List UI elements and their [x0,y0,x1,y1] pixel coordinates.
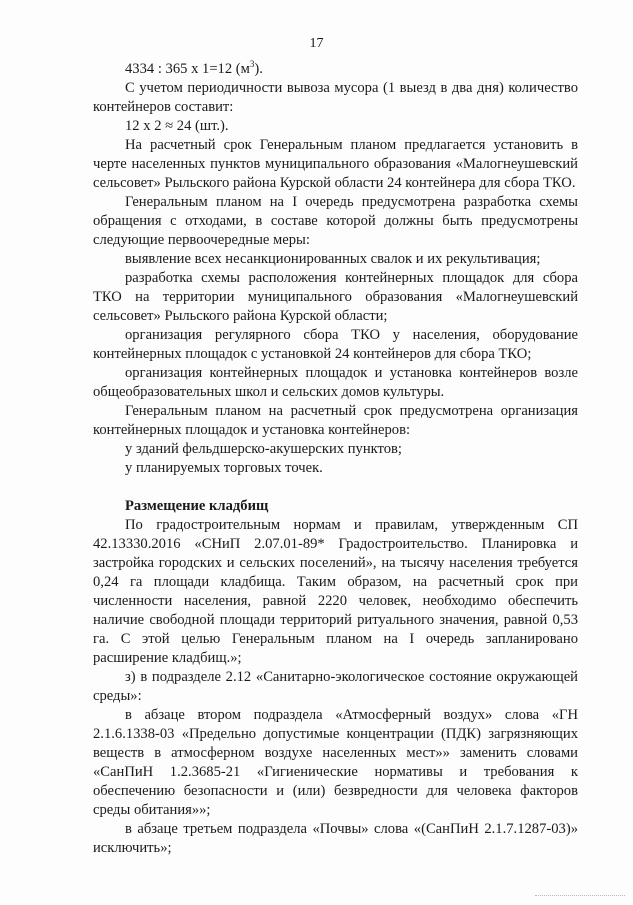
list-item-medical-points: у зданий фельдшерско-акушерских пунктов; [125,441,402,457]
paragraph-subsection-2-12: з) в подразделе 2.12 «Санитарно-экологическое состояние окружающей среды»: [93,669,578,704]
paragraph-planned-containers: На расчетный срок Генеральным планом предлагается установить в черте населенных пунктов муниципального образования «Малогнеушевский сельсовет» Рыльского района Курской области 24 контейнера для сбора ТКО. [93,137,578,191]
section-gap [93,478,578,497]
paragraph-soils: в абзаце третьем подраздела «Почвы» слова «(СанПиН 2.1.7.1287-03)» исключить»; [93,821,578,856]
section-heading-cemeteries: Размещение кладбищ [125,498,269,514]
paragraph-atmospheric-air: в абзаце втором подраздела «Атмосферный воздух» слова «ГН 2.1.6.1338-03 «Предельно допустимые концентрации (ПДК) загрязняющих веществ в атмосферном воздухе населенных мест»» заменить словами «СанПиН 1.2.3685-21 «Гигиенические нормативы и требования к обеспечению безопасности и (или) безвредности для человека факторов среды обитания»»; [93,707,578,818]
paragraph-cemetery-norms: По градостроительным нормам и правилам, утвержденным СП 42.13330.2016 «СНиП 2.07.01-89* Градостроительство. Планировка и застройка городских и сельских поселений», на тысячу населения требуется 0,24 га площади кладбища. Таким образом, на расчетный срок при численности населения, равной 2220 человек, необходимо обеспечить наличие свободной площади территорий ритуального значения, равной 0,53 га. С этой целью Генеральным планом на I очередь запланировано расширение кладбищ.»; [93,517,578,666]
paragraph-long-term-sites: Генеральным планом на расчетный срок предусмотрена организация контейнерных площадок и установка контейнеров: [93,403,578,438]
list-item-regular-collection: организация регулярного сбора ТКО у населения, оборудование контейнерных площадок с установкой 24 контейнеров для сбора ТКО; [93,327,578,362]
paragraph-waste-scheme: Генеральным планом на I очередь предусмотрена разработка схемы обращения с отходами, в составе которой должны быть предусмотрены следующие первоочередные меры: [93,194,578,248]
formula-containers-per-day: 4334 : 365 х 1=12 $(м^3)$. [125,59,263,77]
list-item-dumps: выявление всех несанкционированных свалок и их рекультивация; [125,251,541,267]
scan-artifact [535,895,625,899]
page-number: 17 [309,36,324,51]
paragraph-collection-frequency: С учетом периодичности вывоза мусора (1 выезд в два дня) количество контейнеров составит: [93,80,578,115]
document-body [93,60,578,858]
list-item-container-sites-scheme: разработка схемы расположения контейнерных площадок для сбора ТКО на территории муниципального образования «Малогнеушевский сельсовет» Рыльского района Курской области; [93,270,578,324]
formula-container-count: 12 х 2 ≈ 24 (шт.). [125,118,229,134]
list-item-schools-containers: организация контейнерных площадок и установка контейнеров возле общеобразовательных школ и сельских домов культуры. [93,365,578,400]
list-item-trade-points: у планируемых торговых точек. [125,460,323,476]
